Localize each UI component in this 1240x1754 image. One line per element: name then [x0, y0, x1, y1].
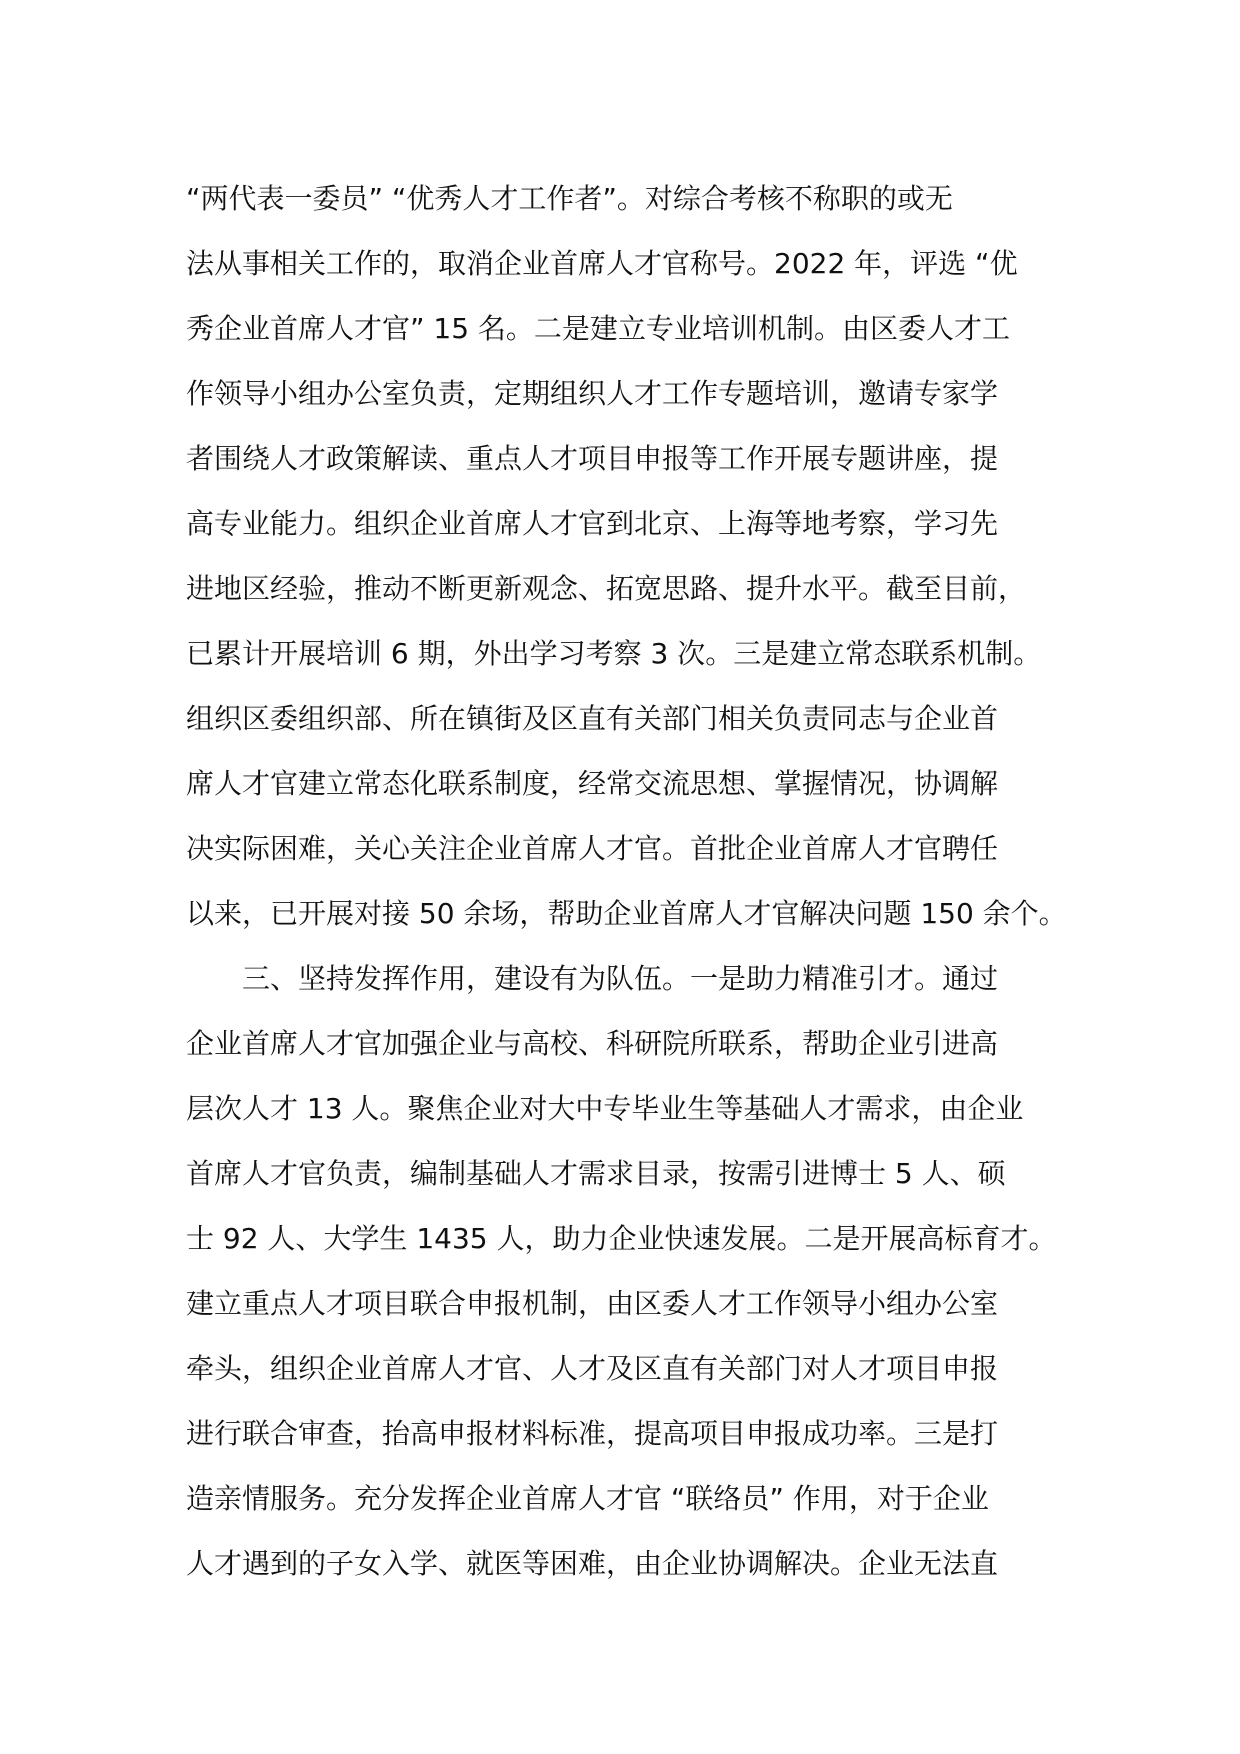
- body-text: [186, 166, 1086, 1596]
- text-line: 士 92 人、大学生 1435 人，助力企业快速发展。二是开展高标育才。: [186, 1222, 1057, 1255]
- paragraph-start-line: 三、坚持发挥作用，建设有为队伍。一是助力精准引才。通过: [242, 962, 999, 995]
- text-line: “两代表一委员” “优秀人才工作者”。对综合考核不称职的或无: [186, 182, 953, 215]
- text-line: 造亲情服务。充分发挥企业首席人才官 “联络员” 作用，对于企业: [186, 1482, 989, 1515]
- text-line: 企业首席人才官加强企业与高校、科研院所联系，帮助企业引进高: [186, 1027, 999, 1060]
- text-line: 进行联合审查，抬高申报材料标准，提高项目申报成功率。三是打: [186, 1417, 999, 1450]
- text-line: 秀企业首席人才官” 15 名。二是建立专业培训机制。由区委人才工: [186, 312, 1010, 345]
- text-line: 法从事相关工作的，取消企业首席人才官称号。2022 年，评选 “优: [186, 247, 1018, 280]
- text-line: 进地区经验，推动不断更新观念、拓宽思路、提升水平。截至目前，: [186, 572, 1027, 605]
- text-line: 作领导小组办公室负责，定期组织人才工作专题培训，邀请专家学: [186, 377, 999, 410]
- text-line: 牵头，组织企业首席人才官、人才及区直有关部门对人才项目申报: [186, 1352, 999, 1385]
- text-line: 已累计开展培训 6 期，外出学习考察 3 次。三是建立常态联系机制。: [186, 637, 1042, 670]
- text-line: 组织区委组织部、所在镇街及区直有关部门相关负责同志与企业首: [186, 702, 999, 735]
- text-line: 建立重点人才项目联合申报机制，由区委人才工作领导小组办公室: [186, 1287, 999, 1320]
- text-line: 首席人才官负责，编制基础人才需求目录，按需引进博士 5 人、硕: [186, 1157, 1006, 1190]
- text-line: 人才遇到的子女入学、就医等困难，由企业协调解决。企业无法直: [186, 1547, 999, 1580]
- text-line: 者围绕人才政策解读、重点人才项目申报等工作开展专题讲座，提: [186, 442, 999, 475]
- text-line: 层次人才 13 人。聚焦企业对大中专毕业生等基础人才需求，由企业: [186, 1092, 1024, 1125]
- text-line: 决实际困难，关心关注企业首席人才官。首批企业首席人才官聘任: [186, 832, 999, 865]
- text-line: 高专业能力。组织企业首席人才官到北京、上海等地考察，学习先: [186, 507, 999, 540]
- text-line: 席人才官建立常态化联系制度，经常交流思想、掌握情况，协调解: [186, 767, 999, 800]
- text-line: 以来，已开展对接 50 余场，帮助企业首席人才官解决问题 150 余个。: [186, 897, 1067, 930]
